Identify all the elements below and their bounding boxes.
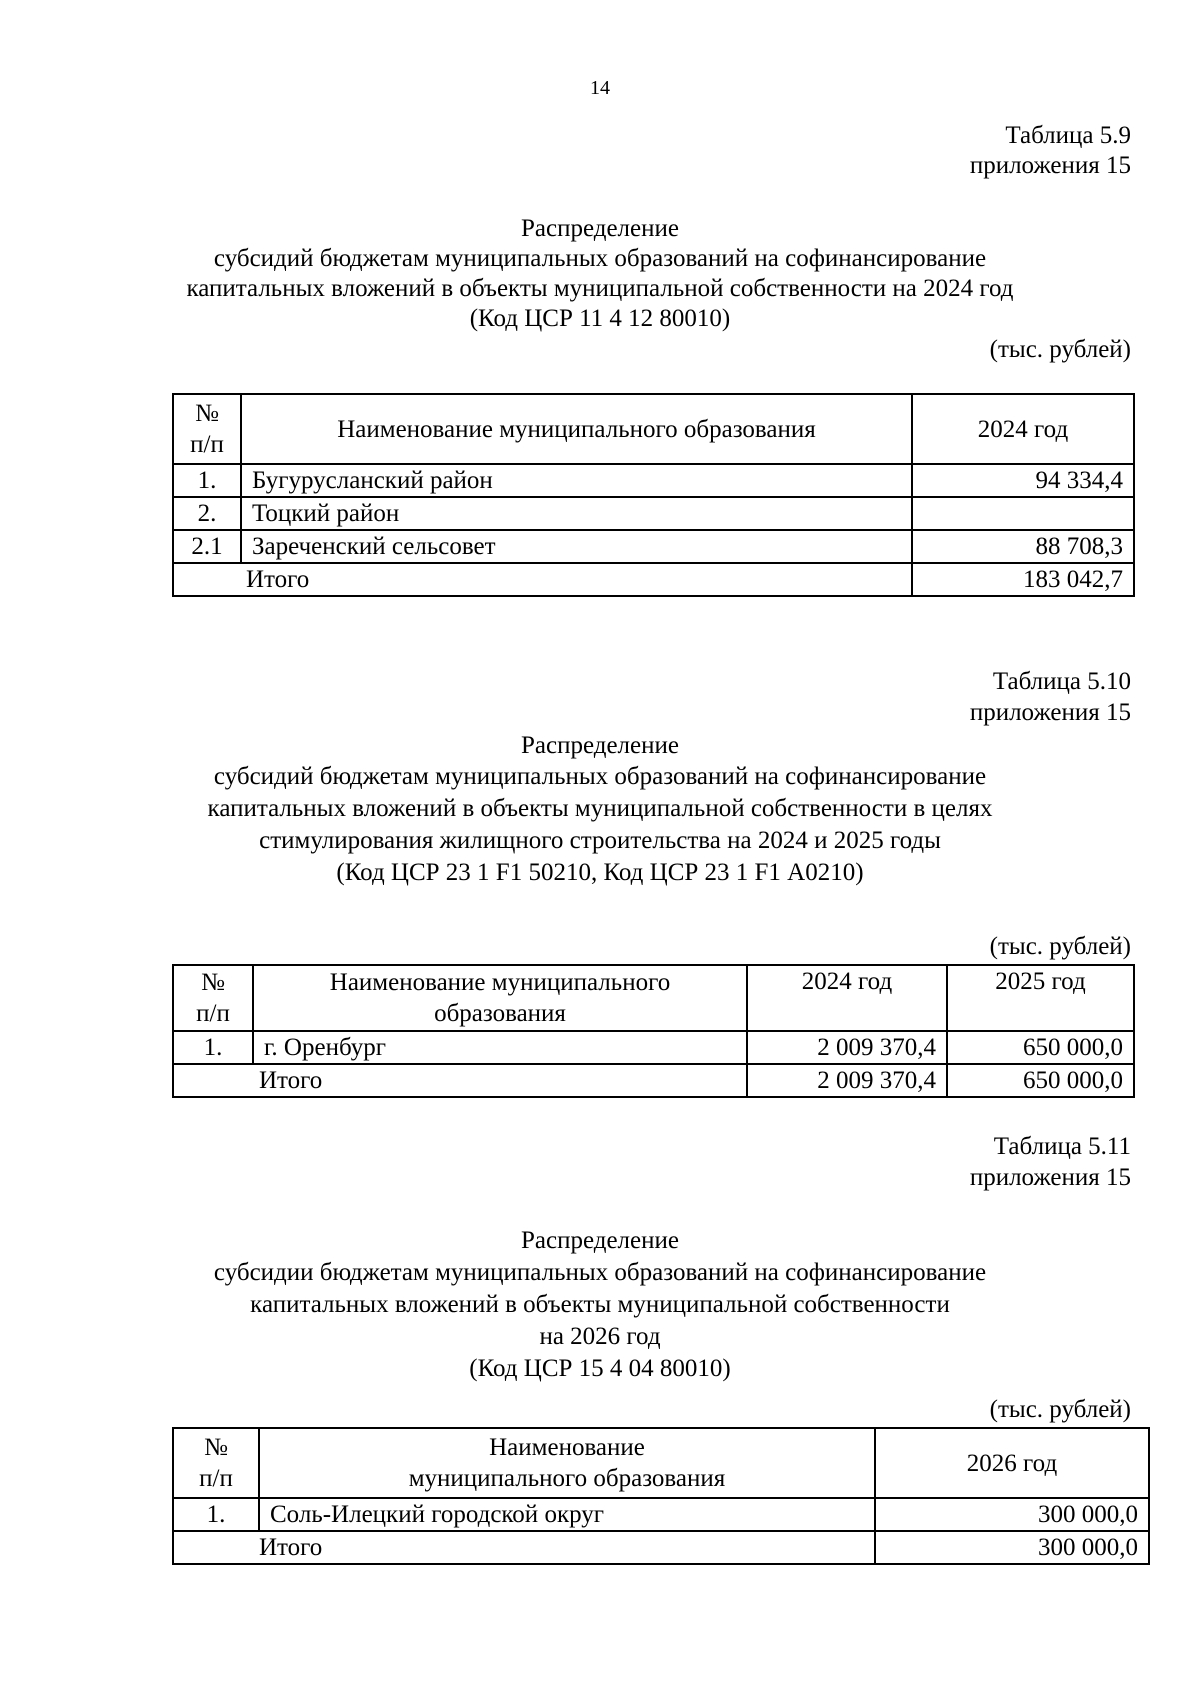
total-label: Итого	[173, 1531, 875, 1564]
row-value-2025: 650 000,0	[947, 1031, 1134, 1064]
row-value: 88 708,3	[912, 530, 1134, 563]
title-line: капитальных вложений в объекты муниципальной собственности на 2024 год	[186, 275, 1014, 302]
table-row	[173, 1031, 1134, 1064]
header-num: № п/п	[173, 394, 241, 464]
table-5-9	[172, 393, 1135, 597]
row-name: Бугурусланский район	[241, 464, 912, 497]
appendix-label: приложения 15	[969, 1164, 1131, 1191]
title-line: (Код ЦСР 15 4 04 80010)	[469, 1355, 731, 1382]
total-value: 300 000,0	[875, 1531, 1149, 1564]
table-row	[173, 497, 1134, 530]
header-year-2025: 2025 год	[947, 965, 1134, 1031]
title-line: субсидий бюджетам муниципальных образований на софинансирование	[213, 245, 987, 272]
row-num: 2.1	[173, 530, 241, 563]
header-year-2024: 2024 год	[747, 965, 947, 1031]
table-row	[173, 1498, 1149, 1531]
table-row	[173, 464, 1134, 497]
title-line: субсидии бюджетам муниципальных образований на софинансирование	[213, 1259, 987, 1286]
row-name: Зареченский сельсовет	[241, 530, 912, 563]
row-num: 2.	[173, 497, 241, 530]
total-row	[173, 563, 1134, 596]
row-num: 1.	[173, 464, 241, 497]
row-num: 1.	[173, 1031, 253, 1064]
table-label: Таблица 5.11	[993, 1133, 1131, 1160]
section-heading: Распределение	[521, 1227, 679, 1254]
total-value: 183 042,7	[912, 563, 1134, 596]
section-heading: Распределение	[521, 215, 679, 242]
units-label: (тыс. рублей)	[989, 933, 1131, 960]
row-name: Соль-Илецкий городской округ	[259, 1498, 875, 1531]
header-name: Наименование муниципального образования	[259, 1428, 875, 1498]
title-line: капитальных вложений в объекты муниципальной собственности в целях	[207, 795, 993, 822]
units-label: (тыс. рублей)	[989, 336, 1131, 363]
title-line: субсидий бюджетам муниципальных образований на софинансирование	[213, 763, 987, 790]
row-value: 300 000,0	[875, 1498, 1149, 1531]
header-year: 2024 год	[912, 394, 1134, 464]
header-year: 2026 год	[875, 1428, 1149, 1498]
row-name: Тоцкий район	[241, 497, 912, 530]
appendix-label: приложения 15	[969, 152, 1131, 179]
row-value: 94 334,4	[912, 464, 1134, 497]
header-name: Наименование муниципального образования	[241, 394, 912, 464]
total-value-2024: 2 009 370,4	[747, 1064, 947, 1097]
units-label: (тыс. рублей)	[989, 1396, 1131, 1423]
row-value	[912, 497, 1134, 530]
total-row	[173, 1064, 1134, 1097]
total-value-2025: 650 000,0	[947, 1064, 1134, 1097]
title-line: (Код ЦСР 23 1 F1 50210, Код ЦСР 23 1 F1 А0210)	[336, 859, 864, 886]
title-line: (Код ЦСР 11 4 12 80010)	[469, 305, 731, 332]
title-line: капитальных вложений в объекты муниципальной собственности	[250, 1291, 950, 1318]
table-row	[173, 530, 1134, 563]
section-heading: Распределение	[521, 732, 679, 759]
appendix-label: приложения 15	[969, 699, 1131, 726]
total-label: Итого	[173, 563, 912, 596]
header-name: Наименование муниципального образования	[253, 965, 747, 1031]
row-num: 1.	[173, 1498, 259, 1531]
page-number: 14	[590, 77, 610, 99]
total-label: Итого	[173, 1064, 747, 1097]
header-num: № п/п	[173, 1428, 259, 1498]
header-num: № п/п	[173, 965, 253, 1031]
table-5-11	[172, 1427, 1150, 1565]
table-label: Таблица 5.10	[992, 668, 1131, 695]
table-label: Таблица 5.9	[1005, 122, 1131, 149]
table-5-10	[172, 964, 1135, 1098]
total-row	[173, 1531, 1149, 1564]
title-line: на 2026 год	[539, 1323, 661, 1350]
row-name: г. Оренбург	[253, 1031, 747, 1064]
title-line: стимулирования жилищного строительства на 2024 и 2025 годы	[259, 827, 941, 854]
row-value-2024: 2 009 370,4	[747, 1031, 947, 1064]
